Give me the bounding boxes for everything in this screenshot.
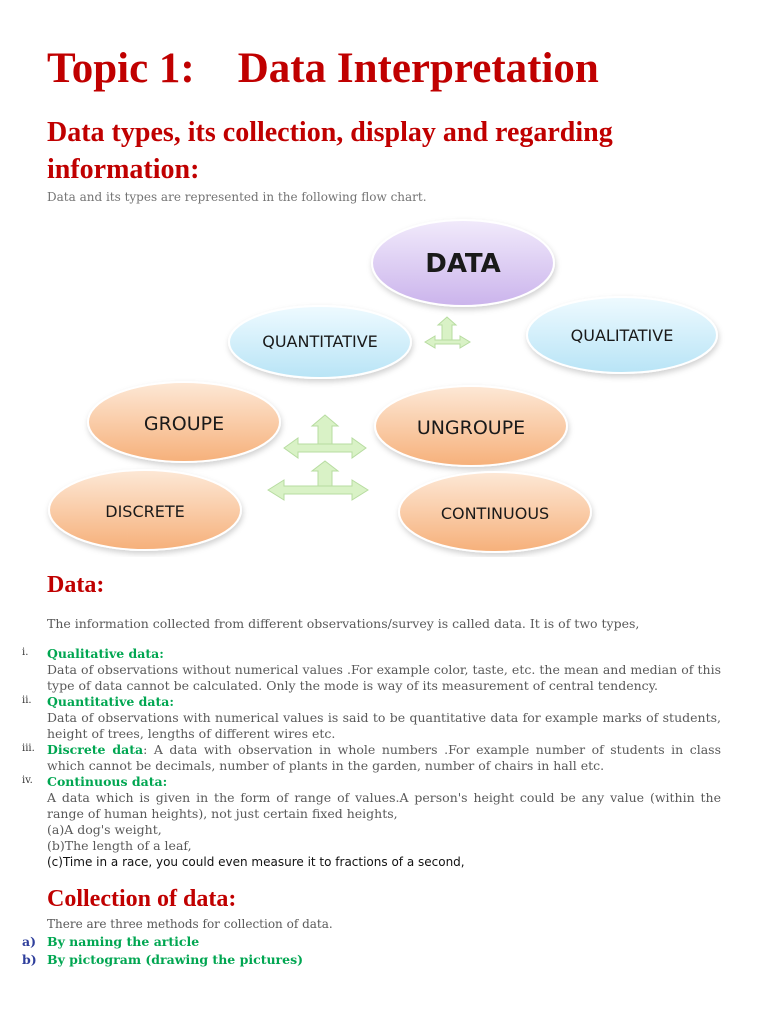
svg-text:DATA: DATA <box>425 249 501 279</box>
svg-text:QUALITATIVE: QUALITATIVE <box>570 326 674 345</box>
term-discrete: Discrete data <box>47 742 144 757</box>
node-discrete <box>49 470 241 550</box>
collection-methods-list <box>0 934 303 970</box>
node-quantitative <box>229 306 411 378</box>
page-title: Topic 1: Data Interpretation <box>47 45 599 92</box>
list-marker: b) <box>22 952 37 967</box>
data-types-flowchart <box>40 212 730 557</box>
list-item <box>0 694 721 742</box>
example-line: (c)Time in a race, you could even measure it to fractions of a second, <box>47 855 465 869</box>
svg-text:CONTINUOUS: CONTINUOUS <box>440 504 550 523</box>
list-item <box>0 646 721 694</box>
data-heading: Data: <box>47 572 105 598</box>
flowchart-intro: Data and its types are represented in the following flow chart. <box>47 190 427 204</box>
method-label: By naming the article <box>47 934 200 949</box>
list-item <box>0 934 303 952</box>
section-subtitle: Data types, its collection, display and regarding information: <box>47 117 613 185</box>
node-ungroupe <box>375 386 567 466</box>
example-line: (b)The length of a leaf, <box>47 838 192 853</box>
node-qualitative <box>527 297 717 373</box>
list-item <box>0 952 303 970</box>
term-description: A data which is given in the form of range of values.A person's height could be any value (within the range of human heights), not just certain fixed heights, <box>47 790 721 821</box>
list-marker: a) <box>22 934 37 949</box>
collection-heading: Collection of data: <box>47 886 237 912</box>
term-quantitative: Quantitative data: <box>47 694 174 709</box>
list-numeral: i. <box>22 647 29 658</box>
example-line: (a)A dog's weight, <box>47 822 162 837</box>
node-data <box>372 220 554 306</box>
method-label: By pictogram (drawing the pictures) <box>47 952 304 967</box>
connector-arrow-top <box>425 317 470 348</box>
svg-text:QUANTITATIVE: QUANTITATIVE <box>262 332 378 351</box>
svg-text:GROUPE: GROUPE <box>143 413 225 435</box>
term-description: : A data with observation in whole numbers .For example number of students in class which cannot be decimals, number of plants in the garden, number of chairs in hall etc. <box>47 742 721 773</box>
collection-description: There are three methods for collection of data. <box>47 917 333 931</box>
node-groupe <box>88 382 280 462</box>
list-item <box>0 742 721 774</box>
term-description: Data of observations with numerical values is said to be quantitative data for example marks of students, height of trees, lengths of different wires etc. <box>47 710 721 741</box>
connector-arrow-middle <box>284 415 366 458</box>
svg-text:DISCRETE: DISCRETE <box>105 502 185 521</box>
list-numeral: iv. <box>22 775 33 786</box>
term-qualitative: Qualitative data: <box>47 646 164 661</box>
svg-text:UNGROUPE: UNGROUPE <box>416 417 526 439</box>
list-numeral: iii. <box>22 743 35 754</box>
list-numeral: ii. <box>22 695 32 706</box>
node-continuous <box>399 472 591 552</box>
term-description: Data of observations without numerical values .For example color, taste, etc. the mean and median of this type of data cannot be calculated. Only the mode is way of its measurement of central tendency. <box>47 662 721 693</box>
data-types-list <box>0 646 768 870</box>
data-description: The information collected from different observations/survey is called data. It is of two types, <box>47 616 640 631</box>
list-item <box>0 774 721 870</box>
connector-arrow-bottom <box>268 461 368 500</box>
term-continuous: Continuous data: <box>47 774 168 789</box>
